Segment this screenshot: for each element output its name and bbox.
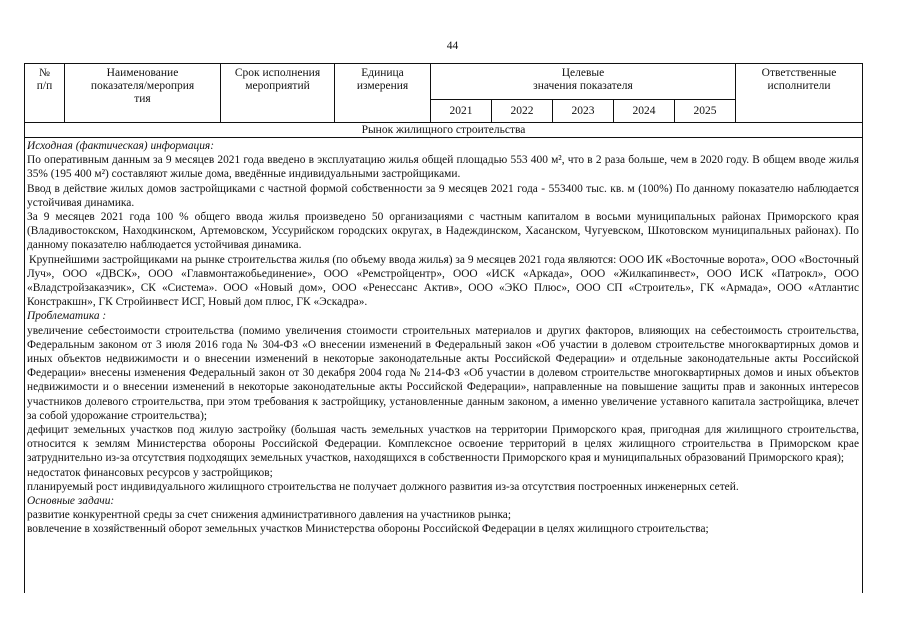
task-land-involvement: вовлечение в хозяйственный оборот земельных участков Министерства обороны Российской Федерации в целях жилищного строительства; bbox=[27, 523, 709, 536]
page-number: 44 bbox=[446, 40, 459, 52]
section-title: Рынок жилищного строительства bbox=[25, 122, 862, 138]
problem-financial-resources: недостаток финансовых ресурсов у застройщиков; bbox=[27, 466, 273, 479]
header-targets-title: Целевые значения показателя bbox=[533, 67, 633, 92]
header-indicator-name: Наименование показателя/мероприя тия bbox=[65, 64, 221, 122]
task-competition: развитие конкурентной среды за счет снижения административного давления на участников рынка; bbox=[27, 509, 512, 522]
tasks-heading: Основные задачи: bbox=[27, 495, 115, 508]
header-number: № п/п bbox=[25, 64, 65, 122]
intro-heading: Исходная (фактическая) информация: bbox=[27, 140, 214, 152]
indicator-table bbox=[24, 63, 863, 593]
header-targets bbox=[431, 64, 736, 122]
problem-land-deficit: дефицит земельных участков под жилую застройку (большая часть земельных участков на территории Приморского края, пригодная для жилищного строительства, относится к землям Министерства обороны Российской Федерации. Комплексное освоение территорий в целях жилищного строительства в Приморском крае затруднительно из-за отсутствия подходящих земельных участков, находящихся в собственности Приморского края и муниципальных образований Приморского края); bbox=[27, 424, 859, 465]
paragraph-largest-developers: Крупнейшими застройщиками на рынке строительства жилья (по объему ввода жилья) за 9 месяцев 2021 года являются: ООО ИК «Восточные ворота», ООО «Восточный Луч», ООО «ДВСК», ООО «Главмонтажобьединение», ООО «Ремстройцентр», ООО «ИСК «Аркада», ООО «Жилкапинвест», ООО ИСК «Патрокл», ООО «Владстройзаказчик», СК «Система». ООО «Новый дом», ООО «Ренессанс Актив», ООО «ЭКО Плюс», ООО СП «Строитель», ГК «Армада», ООО «Атлантис Констракшн», ГК Стройинвест ИСГ, Новый дом плюс, ГК «Эскадра». bbox=[27, 253, 859, 309]
problem-engineering-networks: планируемый рост индивидуального жилищного строительства не получает должного развития из-за отсутствия построенных инженерных сетей. bbox=[27, 480, 739, 493]
header-deadline: Срок исполнения мероприятий bbox=[221, 64, 335, 122]
header-unit: Единица измерения bbox=[335, 64, 431, 122]
header-years bbox=[431, 99, 735, 123]
problem-cost-increase: увеличение себестоимости строительства (помимо увеличения стоимости строительных материалов и других факторов, влияющих на себестоимость строительства, Федеральным законом от 3 июля 2016 года № 304-ФЗ «О внесении изменений в Федеральный закон «Об участии в долевом строительстве многоквартирных домов и иных объектов недвижимости и о внесении изменений в некоторые законодательные акты Российской Федерации» и отдельные законодательные акты Российской Федерации» внесены изменения Федеральный закон от 30 декабря 2004 года № 214-ФЗ «Об участии в долевом строительстве многоквартирных домов и иных объектов недвижимости и о внесении изменений в некоторые законодательные акты Российской Федерации», направленные на повышение защиты прав и законных интересов участников долевого строительства, при этом требования к застройщику, установленные данным законом, а именно увеличение уставного капитала застройщика, влечет за собой удорожание строительства); bbox=[27, 324, 859, 422]
paragraph-private-ownership: Ввод в действие жилых домов застройщиками с частной формой собственности за 9 месяцев 2021 года - 553400 тыс. кв. м (100%) По данному показателю наблюдается устойчивая динамика. bbox=[27, 182, 859, 209]
year-2021: 2021 bbox=[431, 100, 492, 123]
section-body bbox=[27, 139, 859, 537]
header-responsible: Ответственные исполнители bbox=[761, 67, 837, 92]
year-2022: 2022 bbox=[492, 100, 553, 123]
year-2023: 2023 bbox=[553, 100, 614, 123]
problems-heading: Проблематика : bbox=[27, 310, 107, 323]
year-2025: 2025 bbox=[675, 100, 736, 123]
paragraph-organizations: За 9 месяцев 2021 года 100 % общего ввода жилья произведено 50 организациями с частным капиталом в восьми муниципальных районах Приморского края (Владивостокском, Находкинском, Артемовском, Уссурийском городских округах, в Надеждинском, Хасанском, Чугуевском, Шкотовском муниципальных районах). По данному показателю наблюдается устойчивая динамика. bbox=[27, 211, 859, 252]
year-2024: 2024 bbox=[614, 100, 675, 123]
paragraph-housing-volume: По оперативным данным за 9 месяцев 2021 года введено в эксплуатацию жилья общей площадью 553 400 м², что в 2 раза больше, чем в 2020 году. В общем вводе жилья 35% (195 400 м²) составляют жилые дома, введённые индивидуальными застройщиками. bbox=[27, 154, 859, 181]
